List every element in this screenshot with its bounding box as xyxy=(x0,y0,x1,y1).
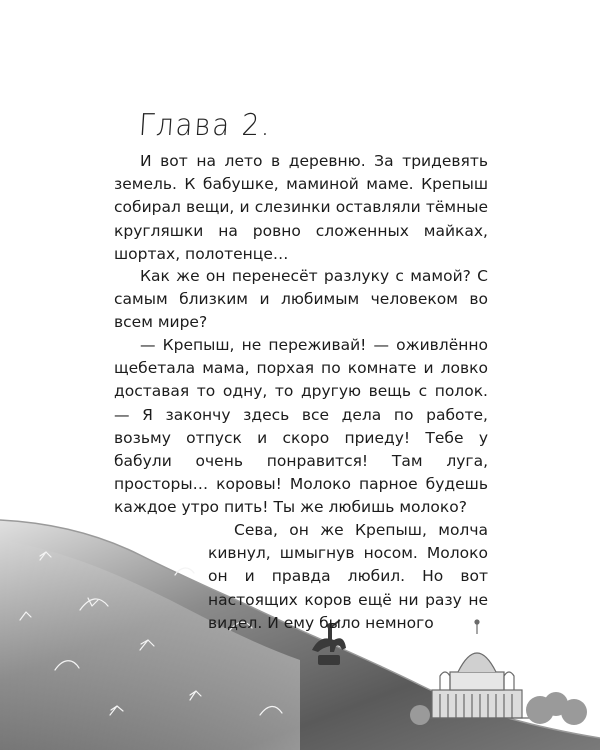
paragraph-4: Сева, он же Крепыш, молча кивнул, шмыгнув носом. Молоко он и правда любил. Но вот настоящих коров ещё ни разу не видел. И ему было немного xyxy=(208,521,488,632)
chapter-title: Глава 2. xyxy=(137,108,273,143)
paragraph-2: Как же он перенесёт разлуку с мамой? С самым близким и любимым человеком во всем мире? xyxy=(114,267,488,332)
paragraph-1: И вот на лето в деревню. За тридевять земель. К бабушке, маминой маме. Крепыш собирал вещи, и слезинки оставляли тёмные кругляшки на ровно сложенных майках, шортах, полотенце… xyxy=(114,152,488,263)
paragraph-3: — Крепыш, не переживай! — оживлённо щебетала мама, порхая по комнате и ловко доставая то одну, то другую вещь с полок. — Я закончу здесь все дела по работе, возьму отпуск и скоро приеду! Тебе у бабули очень понравится! Там луга, просторы… коровы! Молоко парное будешь каждое утро пить! Ты же любишь молоко? xyxy=(114,336,488,517)
